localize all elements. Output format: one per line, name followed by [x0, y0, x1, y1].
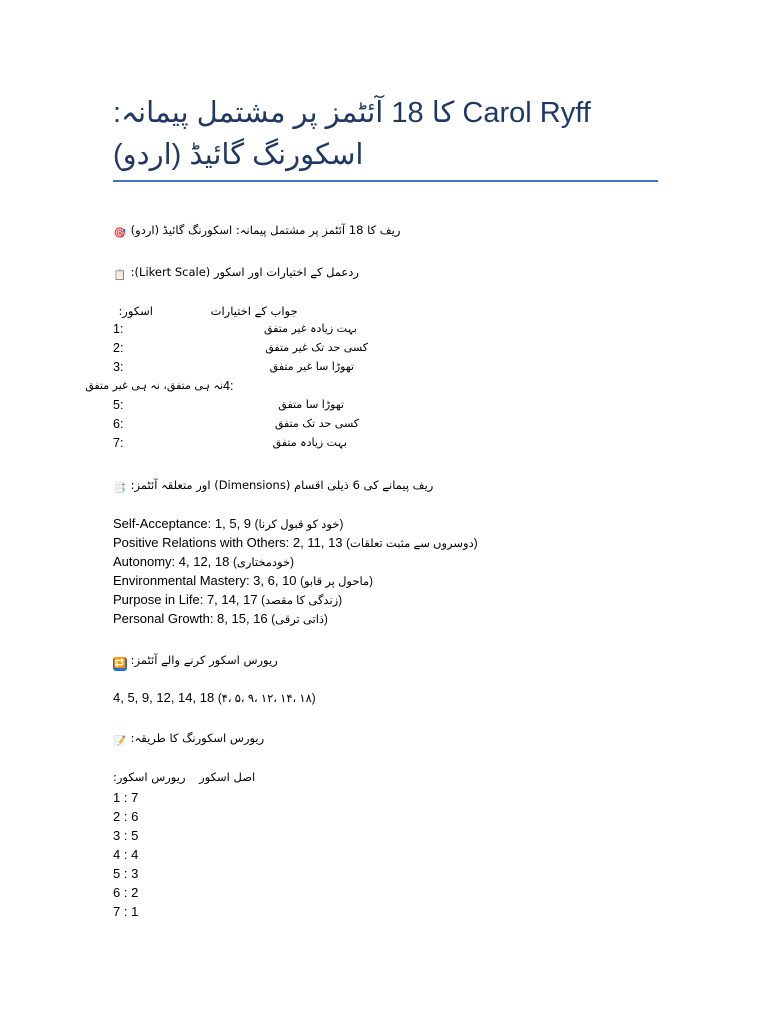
scale-number: 3: [113, 360, 124, 374]
dimension-item [113, 611, 328, 628]
dimension-urdu: (دوسروں سے مثبت تعلقات) [346, 538, 478, 550]
reverse-header-orig: اصل اسکور [199, 770, 256, 784]
section-heading-1 [113, 222, 400, 241]
dimension-text: Personal Growth: 8, 15, 16 [113, 611, 268, 626]
section-heading-3 [113, 477, 433, 496]
reverse-map-row: 6 : 2 [113, 885, 139, 900]
reverse-items-urdu: (۴، ۵، ۹، ۱۲، ۱۴، ۱۸) [217, 693, 316, 705]
scale-label: تھوڑا سا غیر متفق [269, 360, 354, 373]
reverse-items-text: 4, 5, 9, 12, 14, 18 [113, 690, 215, 705]
scale-label: تھوڑا سا متفق [278, 398, 344, 411]
scale-header-option: جواب کے اختیارات [210, 304, 298, 318]
title-underline [113, 180, 658, 182]
dimension-text: Purpose in Life: 7, 14, 17 [113, 592, 258, 607]
reverse-header-rev: ریورس اسکور: [113, 770, 186, 784]
scale-label: بہت زیادہ غیر متفق [264, 322, 357, 335]
reverse-map-row: 5 : 3 [113, 866, 139, 881]
section-heading-3-text: ریف پیمانے کی 6 ذیلی اقسام (Dimensions) اور متعلقہ آئٹمز: [130, 478, 434, 492]
dimension-text: Self-Acceptance: 1, 5, 9 [113, 516, 252, 531]
reverse-items [113, 690, 316, 707]
title-line-1: Carol Ryff کا 18 آئٹمز پر مشتمل پیمانہ: [113, 97, 591, 129]
scale-number: 5: [113, 398, 124, 412]
scale-number: 1: [113, 322, 124, 336]
dimension-item [113, 554, 294, 571]
dimension-urdu: (خودمختاری) [232, 557, 294, 569]
scale-header-score: اسکور: [118, 304, 153, 318]
section-heading-5 [113, 730, 264, 749]
scale-label: بہت زیادہ متفق [272, 436, 347, 449]
section-heading-1-text: ریف کا 18 آئٹمز پر مشتمل پیمانہ: اسکورنگ گائیڈ (اردو) [130, 223, 401, 237]
scale-label: نہ ہی متفق، نہ ہی غیر متفق [85, 379, 223, 392]
scale-label: کسی حد تک غیر متفق [265, 341, 368, 354]
dimension-item [113, 573, 373, 590]
reverse-map-row: 7 : 1 [113, 904, 139, 919]
reverse-map-row: 3 : 5 [113, 828, 139, 843]
scale-number: 4: [223, 379, 234, 393]
section-heading-2-text: ردعمل کے اختیارات اور اسکور (Likert Scale): [130, 265, 359, 279]
dimension-text: Environmental Mastery: 3, 6, 10 [113, 573, 297, 588]
reverse-map-row: 1 : 7 [113, 790, 139, 805]
scale-number: 6: [113, 417, 124, 431]
scale-number: 2: [113, 341, 124, 355]
section-heading-5-text: ریورس اسکورنگ کا طریقہ: [130, 731, 265, 745]
reverse-table-header [113, 769, 255, 785]
scale-label: کسی حد تک متفق [274, 417, 359, 430]
section-heading-2 [113, 264, 359, 283]
section-heading-4 [113, 652, 278, 671]
reverse-map-row: 2 : 6 [113, 809, 139, 824]
reverse-map-row: 4 : 4 [113, 847, 139, 862]
document-icon: 📑 [113, 483, 127, 494]
clipboard-icon: 📋 [113, 270, 127, 281]
scale-header [113, 303, 298, 319]
dimension-text: Autonomy: 4, 12, 18 [113, 554, 230, 569]
dimension-text: Positive Relations with Others: 2, 11, 13 [113, 535, 343, 550]
dimension-urdu: (خود کو قبول کرنا) [254, 519, 344, 531]
dimension-item [113, 535, 478, 552]
target-icon: 🎯 [113, 228, 127, 239]
memo-icon: 📝 [113, 736, 127, 747]
repeat-icon: 🔁 [113, 658, 127, 669]
dimension-item [113, 592, 342, 609]
dimension-urdu: (ماحول پر قابو) [300, 576, 373, 588]
section-heading-4-text: ریورس اسکور کرنے والے آئٹمز: [130, 653, 278, 667]
title-line-2: اسکورنگ گائیڈ (اردو) [113, 139, 364, 171]
dimension-urdu: (زندگی کا مقصد) [261, 595, 343, 607]
dimension-urdu: (ذاتی ترقی) [271, 614, 328, 626]
dimension-item [113, 516, 343, 533]
scale-number: 7: [113, 436, 124, 450]
